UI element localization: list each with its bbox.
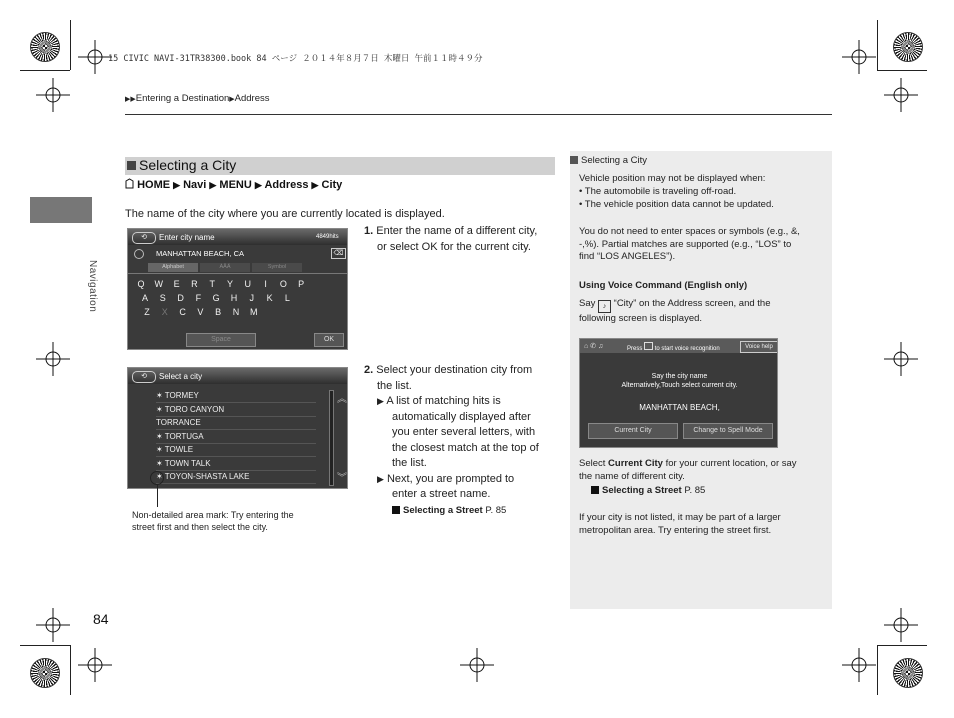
scroll-up-icon[interactable]: ︽ bbox=[337, 394, 347, 405]
sidebar-text: “City” on the Address screen, and the bbox=[613, 298, 771, 309]
bullet-text: A list of matching hits is bbox=[386, 395, 501, 407]
talk-icon: ♪ bbox=[598, 300, 611, 313]
spell-mode-button[interactable]: Change to Spell Mode bbox=[683, 423, 773, 439]
sidebar-title-text: Selecting a City bbox=[581, 155, 648, 166]
voice-prompt: Alternatively,Touch select current city. bbox=[621, 382, 738, 389]
step-text: the list. bbox=[377, 379, 412, 392]
current-city-button[interactable]: Current City bbox=[588, 423, 678, 439]
key-y[interactable]: Y bbox=[226, 279, 233, 289]
bullet-text: automatically displayed after bbox=[392, 410, 531, 423]
path-separator: ▶ bbox=[209, 180, 217, 190]
breadcrumb-separator: ▶ bbox=[229, 96, 235, 103]
crop-mark bbox=[20, 645, 70, 646]
list-item[interactable]: ✶ TORMEY bbox=[156, 390, 316, 403]
sidebar-paragraph bbox=[579, 512, 781, 537]
crop-mark bbox=[877, 70, 927, 71]
callout-circle bbox=[150, 471, 164, 485]
xref-label: Selecting a Street bbox=[403, 504, 483, 516]
key-r[interactable]: R bbox=[191, 279, 198, 289]
current-city-label: Current City bbox=[608, 458, 663, 469]
scrollbar[interactable] bbox=[329, 390, 334, 486]
note-icon bbox=[570, 156, 578, 164]
ok-button[interactable]: OK bbox=[314, 333, 344, 347]
sidebar-text: the name of different city. bbox=[579, 470, 685, 482]
registration-rosette-icon bbox=[30, 658, 60, 688]
key-v[interactable]: V bbox=[197, 307, 204, 317]
chapter-tab bbox=[30, 197, 92, 223]
sidebar-paragraph bbox=[579, 298, 771, 326]
crosshair-icon bbox=[884, 608, 918, 642]
sidebar-text: following screen is displayed. bbox=[579, 313, 703, 324]
crosshair-icon bbox=[78, 648, 112, 682]
key-j[interactable]: J bbox=[249, 293, 255, 303]
menu-path bbox=[125, 178, 342, 191]
key-w[interactable]: W bbox=[154, 279, 164, 289]
crosshair-icon bbox=[460, 648, 494, 682]
back-button[interactable]: ⟲ bbox=[132, 371, 156, 383]
key-a[interactable]: A bbox=[141, 293, 148, 303]
xref-icon bbox=[392, 506, 400, 514]
sidebar-subheading: Using Voice Command (English only) bbox=[579, 280, 748, 291]
ok-label: OK bbox=[421, 240, 438, 253]
crosshair-icon bbox=[884, 342, 918, 376]
tab-alphabet[interactable]: Alphabet bbox=[148, 263, 198, 272]
registration-rosette-icon bbox=[893, 658, 923, 688]
sidebar-bullet: • The automobile is traveling off-road. bbox=[579, 186, 737, 197]
key-k[interactable]: K bbox=[266, 293, 273, 303]
header-rule bbox=[125, 114, 832, 115]
path-home: HOME bbox=[137, 179, 171, 191]
key-s[interactable]: S bbox=[159, 293, 166, 303]
sidebar-text: find “LOS ANGELES”). bbox=[579, 251, 676, 262]
bullet-text: Next, you are prompted to bbox=[386, 472, 515, 485]
key-f[interactable]: F bbox=[195, 293, 202, 303]
print-header: 15 CIVIC NAVI-31TR38300.book 84 ページ ２０１４年８月７日 木曜日 午前１１時４９分 bbox=[108, 54, 483, 64]
sidebar-text: Say bbox=[579, 298, 596, 309]
crosshair-icon bbox=[36, 78, 70, 112]
screen-title: Enter city name bbox=[159, 233, 215, 242]
xref-label: Selecting a Street bbox=[602, 485, 682, 496]
sidebar-text: Select bbox=[579, 458, 609, 469]
key-p[interactable]: P bbox=[298, 279, 305, 289]
voice-hint bbox=[627, 342, 720, 352]
bullet-text: the closest match at the top of bbox=[392, 441, 539, 454]
sidebar-panel bbox=[570, 151, 832, 609]
bullet-arrow-icon: ▶ bbox=[377, 473, 384, 484]
registration-rosette-icon bbox=[893, 32, 923, 62]
list-item[interactable]: ✶ TOWLE bbox=[156, 444, 316, 457]
back-button[interactable]: ⟲ bbox=[132, 232, 156, 244]
bullet-text: enter a street name. bbox=[392, 488, 491, 500]
city-input-value[interactable]: MANHATTAN BEACH, CA bbox=[156, 249, 245, 258]
breadcrumb-arrows: ▶▶ bbox=[125, 96, 136, 103]
step-1 bbox=[364, 224, 537, 255]
step-number: 1. bbox=[364, 225, 374, 237]
divider bbox=[128, 273, 348, 274]
crosshair-icon bbox=[842, 40, 876, 74]
cross-reference[interactable] bbox=[377, 503, 539, 519]
intro-text: The name of the city where you are currently located is displayed. bbox=[125, 208, 445, 220]
section-bullet-icon bbox=[127, 161, 136, 170]
key-m[interactable]: M bbox=[250, 307, 258, 317]
scroll-down-icon[interactable]: ︾ bbox=[337, 473, 347, 484]
voice-help-button[interactable]: Voice help bbox=[740, 341, 778, 353]
step-text: Enter the name of a different city, bbox=[376, 225, 538, 237]
step-2 bbox=[364, 363, 539, 518]
path-navi: Navi bbox=[183, 179, 207, 191]
bullet-text: the list. bbox=[392, 457, 427, 469]
sidebar-bullet: • The vehicle position data cannot be updated. bbox=[579, 199, 774, 210]
step-text: or select bbox=[377, 240, 422, 253]
key-d[interactable]: D bbox=[177, 293, 184, 303]
registration-rosette-icon bbox=[30, 32, 60, 62]
list-item[interactable]: ✶ TOYON-SHASTA LAKE bbox=[156, 471, 316, 484]
xref-page: P. 85 bbox=[684, 485, 706, 496]
callout-text: Non-detailed area mark: Try entering the bbox=[132, 510, 294, 520]
section-heading bbox=[125, 157, 555, 175]
step-text: for the current city. bbox=[437, 240, 531, 253]
crop-mark bbox=[20, 70, 70, 71]
crosshair-icon bbox=[78, 40, 112, 74]
bullet-text: you enter several letters, with bbox=[392, 426, 536, 438]
list-item[interactable]: ✶ TOWN TALK bbox=[156, 458, 316, 471]
path-address: Address bbox=[264, 179, 309, 191]
chapter-label: Navigation bbox=[87, 260, 98, 313]
globe-icon[interactable] bbox=[134, 249, 144, 259]
crop-mark bbox=[877, 645, 878, 695]
city-list-screen bbox=[127, 367, 348, 489]
step-bullet bbox=[364, 394, 539, 518]
step-number: 2. bbox=[364, 364, 374, 376]
step-text: Select your destination city from bbox=[376, 364, 533, 376]
breadcrumb-item: Address bbox=[234, 93, 270, 104]
page-number: 84 bbox=[93, 611, 109, 627]
key-o[interactable]: O bbox=[279, 279, 287, 289]
key-c[interactable]: C bbox=[179, 307, 186, 317]
xref-icon bbox=[591, 486, 599, 494]
sidebar-paragraph bbox=[579, 226, 800, 264]
screen-title: Select a city bbox=[159, 372, 203, 381]
crosshair-icon bbox=[842, 648, 876, 682]
bullet-arrow-icon: ▶ bbox=[377, 396, 384, 406]
city-entry-screen bbox=[127, 228, 348, 350]
crosshair-icon bbox=[884, 78, 918, 112]
crosshair-icon bbox=[36, 342, 70, 376]
talk-icon bbox=[644, 342, 653, 350]
space-button[interactable]: Space bbox=[186, 333, 256, 347]
path-city: City bbox=[321, 179, 343, 191]
tab-symbol[interactable]: Symbol bbox=[252, 263, 302, 272]
sidebar-text: for your current location, or say bbox=[662, 458, 797, 469]
crop-mark bbox=[70, 645, 71, 695]
callout-line bbox=[157, 485, 158, 507]
sidebar-text: If your city is not listed, it may be part of a larger bbox=[579, 512, 781, 523]
crop-mark bbox=[877, 645, 927, 646]
breadcrumb bbox=[125, 93, 270, 104]
breadcrumb-item: Entering a Destination bbox=[135, 93, 230, 104]
key-x[interactable]: X bbox=[161, 307, 168, 317]
home-icon bbox=[125, 178, 134, 189]
sidebar-text: Vehicle position may not be displayed when: bbox=[579, 173, 766, 184]
key-g[interactable]: G bbox=[212, 293, 220, 303]
voice-hint-text: to start voice recognition bbox=[654, 346, 720, 352]
sidebar-title bbox=[570, 155, 647, 168]
callout-text: street first and then select the city. bbox=[132, 522, 268, 532]
list-item[interactable]: ✶ TORTUGA bbox=[156, 431, 316, 444]
sidebar-text: -,%). Partial matches are supported (e.g., “LOS” to bbox=[579, 238, 792, 250]
current-city: MANHATTAN BEACH, bbox=[639, 403, 720, 412]
screen-icons: ⌂ ✆ ♫ bbox=[584, 343, 604, 350]
path-menu: MENU bbox=[219, 179, 252, 191]
key-l[interactable]: L bbox=[284, 293, 290, 303]
key-u[interactable]: U bbox=[244, 279, 252, 289]
voice-prompt: Say the city name bbox=[651, 373, 708, 380]
sidebar-text: You do not need to enter spaces or symbols (e.g., &, bbox=[579, 226, 800, 237]
backspace-icon[interactable]: ⌫ bbox=[331, 248, 346, 259]
crop-mark bbox=[877, 20, 878, 70]
tab-accents[interactable]: ÀÅÄ bbox=[200, 263, 250, 272]
list-item[interactable]: TORRANCE bbox=[156, 417, 316, 430]
crosshair-icon bbox=[36, 608, 70, 642]
xref-page: P. 85 bbox=[485, 504, 507, 516]
key-z[interactable]: Z bbox=[144, 307, 150, 317]
key-i[interactable]: I bbox=[264, 279, 267, 289]
key-e[interactable]: E bbox=[173, 279, 180, 289]
path-separator: ▶ bbox=[254, 180, 262, 190]
crop-mark bbox=[70, 20, 71, 70]
hits-count: 4849hits bbox=[316, 234, 339, 240]
cross-reference[interactable] bbox=[579, 485, 797, 498]
voice-hint-text: Press bbox=[627, 346, 643, 352]
key-t[interactable]: T bbox=[209, 279, 215, 289]
key-b[interactable]: B bbox=[215, 307, 222, 317]
sidebar-paragraph bbox=[579, 458, 797, 498]
key-h[interactable]: H bbox=[230, 293, 238, 303]
callout-note bbox=[132, 509, 294, 533]
key-q[interactable]: Q bbox=[137, 279, 145, 289]
voice-screen bbox=[579, 338, 778, 448]
section-title: Selecting a City bbox=[139, 157, 237, 173]
key-n[interactable]: N bbox=[232, 307, 240, 317]
sidebar-text: metropolitan area. Try entering the street first. bbox=[579, 524, 772, 536]
path-separator: ▶ bbox=[173, 180, 181, 190]
path-separator: ▶ bbox=[311, 180, 319, 190]
list-item[interactable]: ✶ TORO CANYON bbox=[156, 404, 316, 417]
